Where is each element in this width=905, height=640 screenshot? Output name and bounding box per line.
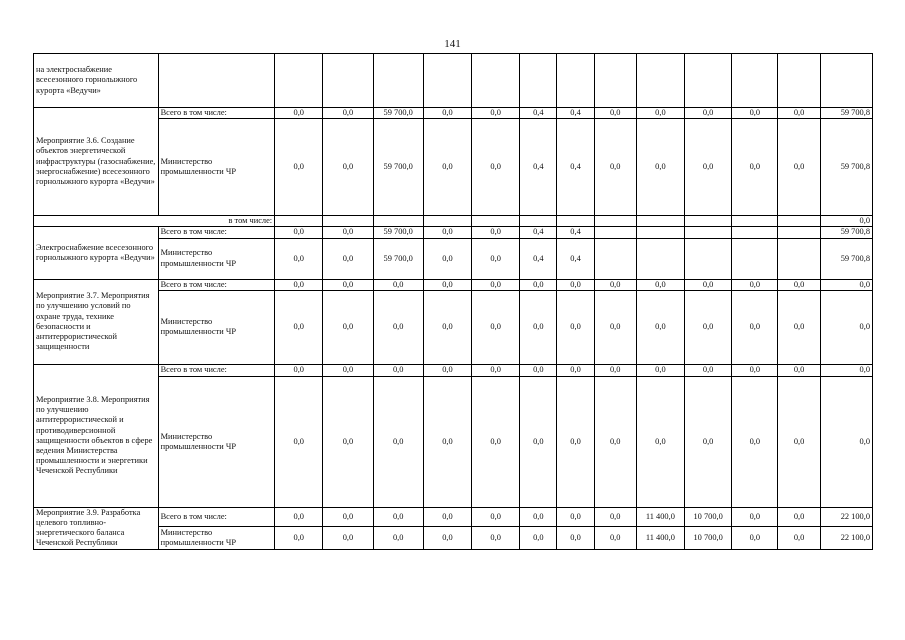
table-row — [34, 108, 873, 119]
value-cell: 0,0 — [778, 290, 820, 364]
value-cell — [275, 216, 323, 227]
value-cell: 0,0 — [557, 507, 594, 526]
value-cell: 22 100,0 — [820, 507, 872, 526]
value-cell: 0,4 — [557, 108, 594, 119]
value-cell: 0,0 — [373, 364, 423, 376]
activity-name: Электроснабжение всесезонного горнолыжного курорта «Ведучи» — [34, 227, 159, 279]
value-cell: 0,0 — [373, 507, 423, 526]
value-cell: 0,0 — [323, 238, 373, 279]
value-cell: 0,0 — [520, 279, 557, 290]
value-cell — [732, 54, 778, 108]
value-cell: 0,0 — [820, 216, 872, 227]
value-cell: 0,0 — [423, 279, 471, 290]
value-cell: 59 700,8 — [820, 227, 872, 238]
org-cell: Всего в том числе: — [158, 279, 275, 290]
value-cell — [820, 54, 872, 108]
value-cell: 0,0 — [520, 376, 557, 507]
value-cell: 0,0 — [472, 376, 520, 507]
value-cell — [520, 54, 557, 108]
table-row — [34, 279, 873, 290]
value-cell: 0,0 — [685, 108, 732, 119]
value-cell — [732, 238, 778, 279]
subtotal-label: в том числе: — [34, 216, 275, 227]
budget-table — [33, 53, 873, 550]
value-cell: 0,0 — [732, 526, 778, 549]
value-cell: 0,4 — [520, 238, 557, 279]
value-cell: 10 700,0 — [685, 526, 732, 549]
value-cell: 0,0 — [275, 227, 323, 238]
value-cell — [594, 216, 636, 227]
org-cell: Всего в том числе: — [158, 507, 275, 526]
value-cell: 0,0 — [423, 526, 471, 549]
value-cell — [685, 54, 732, 108]
value-cell: 59 700,0 — [373, 227, 423, 238]
value-cell: 0,0 — [275, 108, 323, 119]
value-cell: 59 700,8 — [820, 119, 872, 216]
value-cell: 59 700,0 — [373, 119, 423, 216]
value-cell: 0,0 — [472, 119, 520, 216]
value-cell — [636, 54, 684, 108]
value-cell: 0,0 — [472, 227, 520, 238]
value-cell: 0,0 — [423, 364, 471, 376]
value-cell: 0,0 — [373, 290, 423, 364]
value-cell: 0,0 — [275, 526, 323, 549]
value-cell: 0,0 — [557, 376, 594, 507]
value-cell — [685, 238, 732, 279]
org-cell: Всего в том числе: — [158, 108, 275, 119]
subtotal-row — [34, 216, 873, 227]
value-cell: 0,0 — [636, 279, 684, 290]
value-cell: 0,0 — [557, 290, 594, 364]
table-row — [34, 507, 873, 526]
value-cell — [594, 238, 636, 279]
value-cell: 0,0 — [323, 119, 373, 216]
value-cell: 0,0 — [557, 279, 594, 290]
value-cell: 0,4 — [520, 119, 557, 216]
value-cell: 0,0 — [557, 364, 594, 376]
value-cell: 0,0 — [636, 290, 684, 364]
value-cell: 0,4 — [557, 119, 594, 216]
value-cell — [732, 227, 778, 238]
value-cell: 0,0 — [275, 119, 323, 216]
value-cell: 0,0 — [594, 108, 636, 119]
value-cell: 0,0 — [373, 376, 423, 507]
value-cell — [323, 216, 373, 227]
value-cell: 0,0 — [778, 364, 820, 376]
value-cell: 0,0 — [732, 119, 778, 216]
table-row — [34, 290, 873, 364]
value-cell: 0,0 — [423, 376, 471, 507]
value-cell: 0,0 — [594, 279, 636, 290]
org-cell: Всего в том числе: — [158, 227, 275, 238]
value-cell: 0,0 — [472, 108, 520, 119]
value-cell: 0,0 — [594, 364, 636, 376]
value-cell: 59 700,8 — [820, 238, 872, 279]
value-cell: 0,0 — [275, 238, 323, 279]
value-cell: 22 100,0 — [820, 526, 872, 549]
value-cell: 0,0 — [520, 526, 557, 549]
value-cell — [373, 54, 423, 108]
value-cell: 0,0 — [472, 279, 520, 290]
value-cell — [636, 227, 684, 238]
value-cell: 0,0 — [472, 526, 520, 549]
org-cell: Министерство промышленности ЧР — [158, 376, 275, 507]
value-cell: 0,0 — [685, 279, 732, 290]
value-cell: 59 700,0 — [373, 238, 423, 279]
value-cell: 0,0 — [423, 119, 471, 216]
value-cell: 0,0 — [323, 108, 373, 119]
value-cell: 0,0 — [323, 279, 373, 290]
value-cell: 0,0 — [685, 376, 732, 507]
value-cell: 0,0 — [323, 526, 373, 549]
value-cell: 0,0 — [820, 376, 872, 507]
value-cell: 0,0 — [820, 279, 872, 290]
value-cell — [423, 216, 471, 227]
value-cell — [685, 216, 732, 227]
value-cell: 0,0 — [423, 227, 471, 238]
value-cell: 0,0 — [636, 108, 684, 119]
value-cell: 0,0 — [732, 108, 778, 119]
value-cell — [423, 54, 471, 108]
value-cell — [520, 216, 557, 227]
value-cell: 59 700,0 — [373, 108, 423, 119]
value-cell: 0,4 — [520, 227, 557, 238]
value-cell: 0,4 — [520, 108, 557, 119]
value-cell: 0,0 — [472, 507, 520, 526]
value-cell: 0,0 — [732, 507, 778, 526]
value-cell — [685, 227, 732, 238]
value-cell: 0,0 — [685, 119, 732, 216]
value-cell: 0,0 — [732, 376, 778, 507]
value-cell — [373, 216, 423, 227]
value-cell — [594, 54, 636, 108]
table-row — [34, 238, 873, 279]
value-cell: 0,0 — [423, 290, 471, 364]
value-cell — [557, 54, 594, 108]
value-cell: 0,4 — [557, 227, 594, 238]
activity-name: Мероприятие 3.6. Создание объектов энергетической инфраструктуры (газоснабжение, энергоснабжение) всесезонного горнолыжного курорта «Ведучи» — [34, 108, 159, 216]
org-cell — [158, 54, 275, 108]
value-cell: 11 400,0 — [636, 526, 684, 549]
value-cell: 59 700,8 — [820, 108, 872, 119]
value-cell: 0,0 — [275, 376, 323, 507]
value-cell: 0,0 — [778, 526, 820, 549]
value-cell: 10 700,0 — [685, 507, 732, 526]
value-cell: 0,0 — [778, 507, 820, 526]
value-cell — [557, 216, 594, 227]
activity-name: на электроснабжение всесезонного горнолыжного курорта «Ведучи» — [34, 54, 159, 108]
value-cell: 0,4 — [557, 238, 594, 279]
org-cell: Министерство промышленности ЧР — [158, 290, 275, 364]
value-cell: 0,0 — [594, 290, 636, 364]
value-cell — [323, 54, 373, 108]
value-cell: 0,0 — [423, 238, 471, 279]
value-cell: 0,0 — [423, 507, 471, 526]
org-cell: Министерство промышленности ЧР — [158, 119, 275, 216]
value-cell: 0,0 — [732, 364, 778, 376]
value-cell — [472, 216, 520, 227]
value-cell: 0,0 — [323, 227, 373, 238]
value-cell: 0,0 — [778, 279, 820, 290]
value-cell: 0,0 — [594, 119, 636, 216]
value-cell — [732, 216, 778, 227]
value-cell: 0,0 — [323, 364, 373, 376]
value-cell: 0,0 — [636, 376, 684, 507]
org-cell: Всего в том числе: — [158, 364, 275, 376]
value-cell — [778, 54, 820, 108]
table-row — [34, 54, 873, 108]
value-cell: 0,0 — [520, 507, 557, 526]
table-row — [34, 364, 873, 376]
org-cell: Министерство промышленности ЧР — [158, 238, 275, 279]
activity-name: Мероприятие 3.7. Мероприятия по улучшению условий по охране труда, технике безопасности и антитеррористической защищенности — [34, 279, 159, 364]
org-cell: Министерство промышленности ЧР — [158, 526, 275, 549]
value-cell: 0,0 — [520, 364, 557, 376]
value-cell: 0,0 — [472, 364, 520, 376]
value-cell: 0,0 — [323, 507, 373, 526]
value-cell: 0,0 — [820, 364, 872, 376]
value-cell — [778, 216, 820, 227]
value-cell: 0,0 — [778, 108, 820, 119]
value-cell: 0,0 — [732, 279, 778, 290]
value-cell: 0,0 — [323, 290, 373, 364]
value-cell: 0,0 — [275, 364, 323, 376]
table-row — [34, 227, 873, 238]
value-cell: 0,0 — [820, 290, 872, 364]
value-cell: 0,0 — [685, 364, 732, 376]
page-number: 141 — [444, 38, 461, 50]
value-cell: 0,0 — [275, 290, 323, 364]
value-cell: 0,0 — [778, 376, 820, 507]
value-cell: 0,0 — [594, 376, 636, 507]
value-cell: 0,0 — [636, 119, 684, 216]
value-cell: 11 400,0 — [636, 507, 684, 526]
value-cell — [594, 227, 636, 238]
value-cell: 0,0 — [373, 279, 423, 290]
value-cell: 0,0 — [685, 290, 732, 364]
value-cell: 0,0 — [472, 290, 520, 364]
value-cell: 0,0 — [636, 364, 684, 376]
activity-name: Мероприятие 3.8. Мероприятия по улучшению антитеррористической и противодиверсионной защищенности объектов в сфере ведения Министерства промышленности и энергетики Чеченской Республики — [34, 364, 159, 507]
value-cell — [636, 238, 684, 279]
value-cell: 0,0 — [594, 507, 636, 526]
value-cell: 0,0 — [423, 108, 471, 119]
table-row — [34, 526, 873, 549]
value-cell: 0,0 — [732, 290, 778, 364]
value-cell — [472, 54, 520, 108]
value-cell: 0,0 — [594, 526, 636, 549]
value-cell — [275, 54, 323, 108]
value-cell — [778, 227, 820, 238]
value-cell: 0,0 — [778, 119, 820, 216]
table-row — [34, 119, 873, 216]
value-cell — [778, 238, 820, 279]
value-cell: 0,0 — [275, 507, 323, 526]
value-cell — [636, 216, 684, 227]
value-cell: 0,0 — [323, 376, 373, 507]
value-cell: 0,0 — [520, 290, 557, 364]
activity-name: Мероприятие 3.9. Разработка целевого топливно-энергетического баланса Чеченской Республики — [34, 507, 159, 549]
value-cell: 0,0 — [373, 526, 423, 549]
value-cell: 0,0 — [472, 238, 520, 279]
table-row — [34, 376, 873, 507]
value-cell: 0,0 — [275, 279, 323, 290]
value-cell: 0,0 — [557, 526, 594, 549]
